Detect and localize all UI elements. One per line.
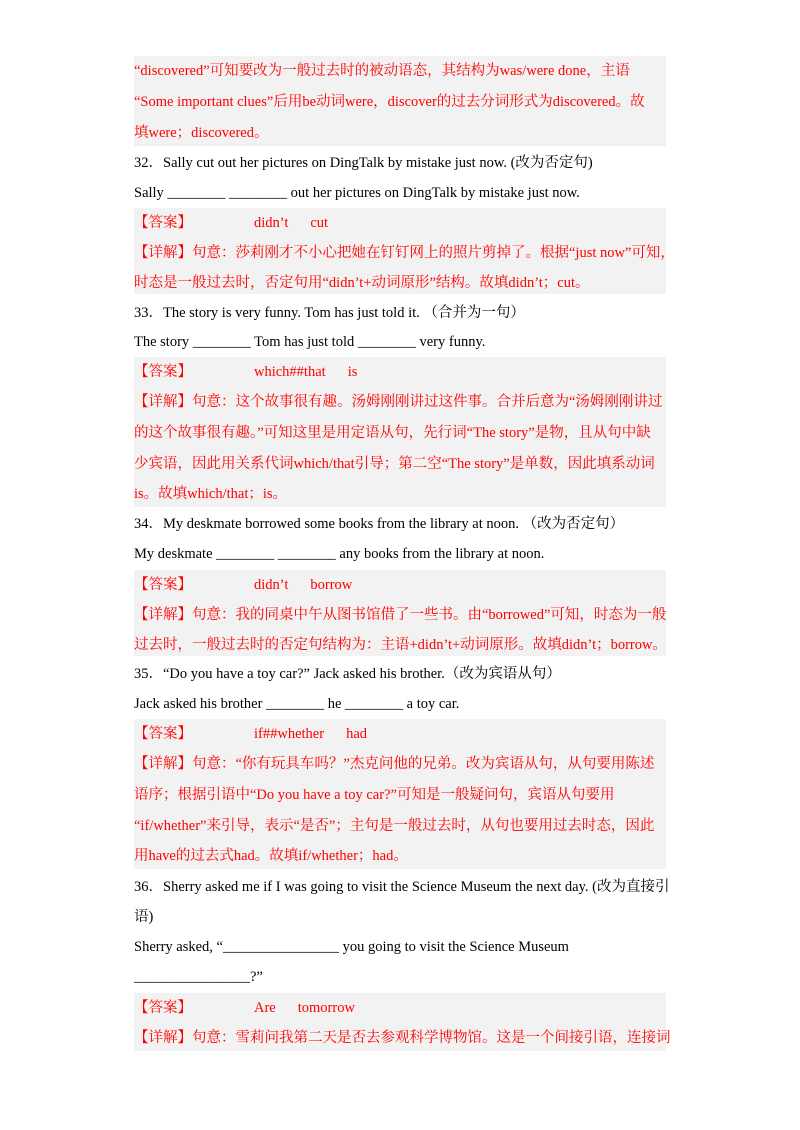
detail-line: 【详解】句意：这个故事很有趣。汤姆刚刚讲过这件事。合并后意为“汤姆刚刚讲过 bbox=[134, 394, 663, 410]
answer-label: 【答案】 bbox=[134, 215, 192, 231]
detail-line: “if/whether”来引导，表示“是否”；主句是一般过去时，从句也要用过去时态，因此 bbox=[134, 818, 655, 834]
detail-line: is。故填which/that；is。 bbox=[134, 486, 288, 502]
question-36-cont: 语) bbox=[134, 909, 154, 925]
blank-line-32: Sally ________ ________ out her pictures on DingTalk by mistake just now. bbox=[134, 185, 580, 201]
answer-value: had bbox=[346, 726, 367, 742]
answer-row-36 bbox=[134, 997, 355, 1019]
explanation-line: 填were；discovered。 bbox=[134, 125, 269, 141]
answer-value: if##whether bbox=[254, 726, 325, 742]
answer-value: Are bbox=[254, 1000, 276, 1016]
answer-value: is bbox=[347, 364, 358, 380]
question-34: 34．My deskmate borrowed some books from the library at noon. （改为否定句） bbox=[134, 516, 625, 532]
blank-line-33: The story ________ Tom has just told ________ very funny. bbox=[134, 334, 486, 350]
detail-line: 【详解】句意：莎莉刚才不小心把她在钉钉网上的照片剪掉了。根据“just now”可知， bbox=[134, 245, 675, 261]
answer-value: didn’t bbox=[254, 577, 289, 593]
question-32: 32．Sally cut out her pictures on DingTalk by mistake just now. (改为否定句) bbox=[134, 155, 593, 171]
answer-value: tomorrow bbox=[297, 1000, 355, 1016]
blank-line-36: Sherry asked, “________________ you going to visit the Science Museum bbox=[134, 939, 569, 955]
detail-line: 【详解】句意：雪莉问我第二天是否去参观科学博物馆。这是一个间接引语，连接词 bbox=[134, 1030, 671, 1046]
answer-row-32 bbox=[134, 212, 328, 234]
blank-line-36-cont: ________________?” bbox=[134, 969, 263, 985]
blank-line-34: My deskmate ________ ________ any books from the library at noon. bbox=[134, 546, 545, 562]
question-36: 36．Sherry asked me if I was going to visit the Science Museum the next day. (改为直接引 bbox=[134, 879, 670, 895]
answer-value: borrow bbox=[310, 577, 353, 593]
detail-line: 【详解】句意：我的同桌中午从图书馆借了一些书。由“borrowed”可知，时态为一般 bbox=[134, 607, 667, 623]
answer-label: 【答案】 bbox=[134, 577, 192, 593]
detail-line: 过去时，一般过去时的否定句结构为：主语+didn’t+动词原形。故填didn’t；borrow。 bbox=[134, 637, 667, 653]
blank-line-35: Jack asked his brother ________ he ________ a toy car. bbox=[134, 696, 460, 712]
detail-line: 时态是一般过去时，否定句用“didn’t+动词原形”结构。故填didn’t；cut。 bbox=[134, 275, 590, 291]
answer-label: 【答案】 bbox=[134, 1000, 192, 1016]
answer-label: 【答案】 bbox=[134, 726, 192, 742]
answer-value: cut bbox=[310, 215, 329, 231]
explanation-line: “Some important clues”后用be动词were，discover的过去分词形式为discovered。故 bbox=[134, 94, 645, 110]
question-35: 35．“Do you have a toy car?” Jack asked his brother.（改为宾语从句） bbox=[134, 666, 561, 682]
detail-line: 【详解】句意：“你有玩具车吗？”杰克问他的兄弟。改为宾语从句，从句要用陈述 bbox=[134, 756, 655, 772]
answer-row-35 bbox=[134, 723, 367, 745]
answer-row-34 bbox=[134, 574, 352, 596]
detail-line: 的这个故事很有趣。”可知这里是用定语从句，先行词“The story”是物，且从句中缺 bbox=[134, 425, 651, 441]
detail-line: 语序；根据引语中“Do you have a toy car?”可知是一般疑问句，宾语从句要用 bbox=[134, 787, 615, 803]
question-33: 33．The story is very funny. Tom has just told it. （合并为一句） bbox=[134, 305, 525, 321]
answer-value: didn’t bbox=[254, 215, 289, 231]
answer-row-33 bbox=[134, 361, 357, 383]
detail-line: 少宾语，因此用关系代词which/that引导；第二空“The story”是单数，因此填系动词 bbox=[134, 456, 655, 472]
explanation-line: “discovered”可知要改为一般过去时的被动语态，其结构为was/were done，主语 bbox=[134, 63, 630, 79]
detail-line: 用have的过去式had。故填if/whether；had。 bbox=[134, 848, 408, 864]
answer-label: 【答案】 bbox=[134, 364, 192, 380]
answer-value: which##that bbox=[254, 364, 326, 380]
